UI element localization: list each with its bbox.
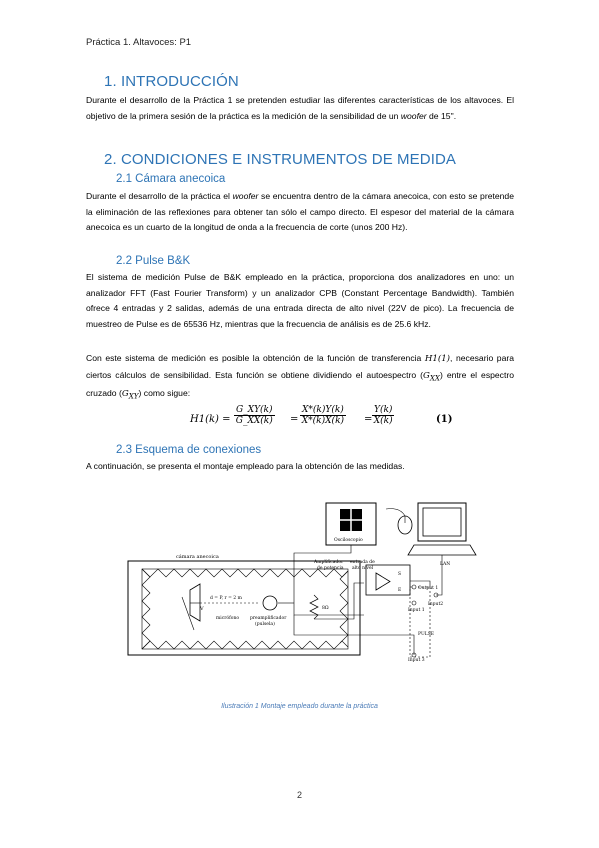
intro-text-end: de 15''.: [426, 110, 457, 121]
section-heading-conditions: 2. CONDICIONES E INSTRUMENTOS DE MEDIDA: [104, 151, 456, 168]
distance-label: d = P, r = 2 m: [210, 596, 242, 601]
connections-paragraph: A continuación, se presenta el montaje empleado para la obtención de las medidas.: [86, 461, 405, 471]
tf-text-b: , necesario para ciertos cálculos de sensibilidad. Esta función se obtiene dividiendo el autoespectro (: [86, 353, 515, 380]
tf-text-d: ) como sigue:: [138, 388, 191, 399]
amp-in-label: entrada de: [350, 560, 375, 565]
speaker-v-label: V: [200, 606, 204, 612]
running-head: Práctica 1. Altavoces: P1: [86, 37, 192, 48]
fraction-3-numerator: Y(k): [374, 405, 393, 415]
anechoic-text-end: se encuentra dentro de la cámara anecoica, con esto se pretende la eliminación de las reflexiones para obtener tan sólo el campo directo. El espesor del material de la cámara anecoica es un cuarto de la longitud de onda a la frecuencia de corte (unos 200 Hz).: [86, 191, 514, 233]
speaker-icon: [190, 584, 200, 621]
resistor-label: 8Ω: [322, 606, 329, 611]
chamber-inner: [142, 569, 348, 649]
pulse-frame: [410, 587, 430, 657]
tf-text-a: Con este sistema de medición es posible la obtención de la función de transferencia: [86, 353, 425, 363]
wire-oscilloscope: [294, 545, 364, 615]
amp-e-label: E: [398, 588, 402, 593]
section-heading-introduction: 1. INTRODUCCIÓN: [104, 73, 239, 90]
intro-emphasis: woofer: [400, 110, 427, 121]
chamber-wedges-bottom: [142, 641, 348, 649]
subsection-heading-pulse: 2.2 Pulse B&K: [116, 255, 191, 267]
fraction-2-numerator: X*(k)Y(k): [302, 405, 344, 415]
transfer-function-paragraph: [86, 351, 514, 405]
gxy-sub: XY: [128, 391, 139, 401]
gxx-sub: XX: [429, 373, 441, 383]
subsection-heading-connections: 2.3 Esquema de conexiones: [116, 444, 262, 456]
amp-in-label-2: alto nivel: [352, 566, 374, 571]
anechoic-paragraph: [86, 189, 514, 236]
amp-label: Amplificador: [314, 560, 344, 565]
input2-label: Input2: [428, 602, 444, 607]
wire-speaker: [314, 583, 364, 619]
output1-label: Output 1: [418, 586, 439, 591]
anechoic-emphasis: woofer: [232, 191, 259, 201]
page-number: 2: [296, 790, 302, 800]
preamp-label-2: (pulsela): [255, 622, 275, 627]
fraction-1-numerator: G_XY(k): [236, 405, 273, 415]
equals-sign-2: =: [364, 414, 373, 425]
subsection-heading-anechoic: 2.1 Cámara anecoica: [116, 173, 226, 185]
chamber-wedges-left: [142, 569, 150, 649]
resistor-icon: [310, 595, 318, 619]
fraction-1-denominator: G_XX(k): [235, 416, 273, 426]
amp-s-label: S: [398, 572, 402, 577]
figure-caption: Ilustración 1 Montaje empleado durante la práctica: [221, 703, 378, 710]
equation-number: (1): [436, 414, 453, 425]
intro-text: Durante el desarrollo de la Práctica 1 se pretenden estudiar las diferentes características de los altavoces. El objetivo de la primera sesión de la práctica es la medición de la sensibilidad de un: [86, 95, 514, 121]
pulse-label: PULSE: [418, 632, 435, 637]
lan-label: LAN: [440, 562, 451, 567]
amp-label-2: de potencia: [317, 566, 344, 571]
chamber-wedges-right: [340, 571, 348, 643]
equation-lhs: H1(k) =: [190, 414, 231, 425]
fraction-2-denominator: X*(k)X(k): [301, 416, 345, 426]
keyboard-icon: [408, 545, 476, 555]
tf-text-c: ) entre el espectro cruzado (: [86, 369, 515, 399]
input1-label: Input 1: [408, 608, 425, 613]
equation-fraction-2: [300, 405, 346, 426]
anechoic-text: Durante el desarrollo de la práctica el: [86, 191, 233, 201]
mic-label: micrófono: [216, 616, 240, 621]
gxx-base: G: [422, 370, 430, 381]
intro-paragraph: [86, 93, 514, 124]
equation-fraction-3: [372, 405, 394, 426]
equation-h1: [190, 405, 490, 435]
equals-sign-1: =: [290, 414, 299, 425]
connection-diagram: [118, 495, 478, 670]
gxy-base: G: [121, 389, 129, 400]
gxx-symbol: [423, 371, 440, 381]
preamp-label: preamplificador: [250, 616, 287, 621]
pulse-paragraph: El sistema de medición Pulse de B&K empleado en la práctica, proporciona dos analizadores en uno: un analizador FFT (Fast Fourier Transform) y un analizador CPB (Constant Percentage Bandwidth). También ofrece 4 entradas y 2 salidas, además de una entrada directa de alto nivel (22V de pico). La frecuencia de muestreo de Pulse es de 65536 Hz, mientras que la frecuencia de análisis es de 25.6 kHz.: [86, 272, 514, 330]
oscilloscope-label: Osciloscopio: [334, 538, 363, 543]
input3-label: Input 3: [408, 658, 425, 663]
chamber-label: cámara anecoica: [176, 554, 219, 560]
equation-fraction-1: [234, 405, 275, 426]
fraction-3-denominator: X(k): [373, 416, 393, 426]
microphone-icon: [263, 596, 277, 610]
gxy-symbol: [122, 389, 139, 399]
tf-h1-symbol: H1(1): [424, 354, 451, 364]
